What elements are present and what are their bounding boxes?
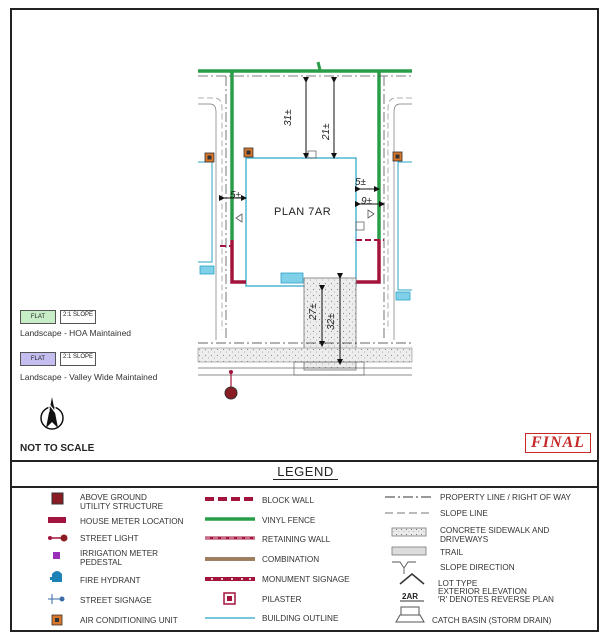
- monument-signage-icon: [205, 578, 255, 580]
- legend-label-irrigation-meter: IRRIGATION METER PEDESTAL: [80, 549, 159, 567]
- catch-basin-icon: [396, 607, 424, 622]
- legend-label-combination: COMBINATION: [262, 555, 320, 564]
- utility-structure-icon: [52, 493, 63, 504]
- dim-front-setback-2: 21±: [321, 123, 332, 140]
- scale-note: NOT TO SCALE: [20, 443, 95, 454]
- legend-label-trail: TRAIL: [440, 548, 464, 557]
- trail-icon: [392, 547, 426, 555]
- final-stamp: FINAL: [525, 433, 591, 453]
- irrigation-meter-icon: [53, 552, 60, 559]
- building-outline-plan-7ar: [246, 158, 356, 286]
- legend-title: LEGEND: [0, 464, 611, 479]
- air-conditioning-icon: [52, 615, 62, 625]
- legend-label-house-meter: HOUSE METER LOCATION: [80, 517, 184, 526]
- legend-label-lot-type: LOT TYPE EXTERIOR ELEVATION 'R' DENOTES REVERSE PLAN: [438, 579, 554, 604]
- street-light: [225, 370, 237, 399]
- legend-label-catch-basin: CATCH BASIN (STORM DRAIN): [432, 616, 552, 625]
- legend-label-fire-hydrant: FIRE HYDRANT: [80, 576, 141, 585]
- dim-side-right: 5±: [355, 177, 367, 188]
- legend-label-utility-structure: ABOVE GROUND UTILITY STRUCTURE: [80, 493, 164, 511]
- hoa-flat-swatch: FLAT: [20, 310, 56, 324]
- legend-label-monument-signage: MONUMENT SIGNAGE: [262, 575, 350, 584]
- pilaster-icon: [224, 593, 235, 604]
- legend-label-street-light: STREET LIGHT: [80, 534, 139, 543]
- lot-type-sample: 2AR: [402, 592, 419, 601]
- legend-label-slope-direction: SLOPE DIRECTION: [440, 563, 515, 572]
- legend-label-block-wall: BLOCK WALL: [262, 496, 315, 505]
- dim-driveway-1: 27±: [308, 303, 319, 320]
- hoa-slope-swatch: 2:1 SLOPE: [60, 310, 96, 324]
- fire-hydrant-icon: [50, 571, 62, 582]
- street-signage-icon: [48, 594, 64, 604]
- legend-label-retaining-wall: RETAINING WALL: [262, 535, 331, 544]
- legend-label-slope-line: SLOPE LINE: [440, 509, 488, 518]
- north-arrow-icon: [41, 397, 63, 429]
- valley-caption: Landscape - Valley Wide Maintained: [20, 372, 158, 382]
- dim-side-right-2: 9±: [361, 196, 373, 207]
- dim-front-setback: 31±: [283, 109, 294, 126]
- sidewalk: [198, 348, 412, 362]
- legend-label-pilaster: PILASTER: [262, 595, 302, 604]
- plan-label: PLAN 7AR: [274, 206, 332, 218]
- legend-label-property-line: PROPERTY LINE / RIGHT OF WAY: [440, 493, 572, 502]
- legend-divider-top: [10, 460, 599, 462]
- slope-direction-icon: [392, 562, 416, 574]
- legend-label-street-signage: STREET SIGNAGE: [80, 596, 152, 605]
- dim-side-left: 5±: [230, 190, 242, 201]
- house-meter-icon: [48, 517, 66, 523]
- street-light-icon: [48, 535, 68, 542]
- legend-label-air-conditioning: AIR CONDITIONING UNIT: [80, 616, 178, 625]
- legend-label-building-outline: BUILDING OUTLINE: [262, 614, 339, 623]
- legend-label-concrete-sidewalk: CONCRETE SIDEWALK AND DRIVEWAYS: [440, 526, 550, 544]
- valley-slope-swatch: 2:1 SLOPE: [60, 352, 96, 366]
- legend-label-vinyl-fence: VINYL FENCE: [262, 516, 316, 525]
- hoa-caption: Landscape - HOA Maintained: [20, 328, 132, 338]
- dim-driveway-2: 32±: [326, 313, 337, 330]
- concrete-sidewalk-icon: [392, 528, 426, 536]
- valley-flat-swatch: FLAT: [20, 352, 56, 366]
